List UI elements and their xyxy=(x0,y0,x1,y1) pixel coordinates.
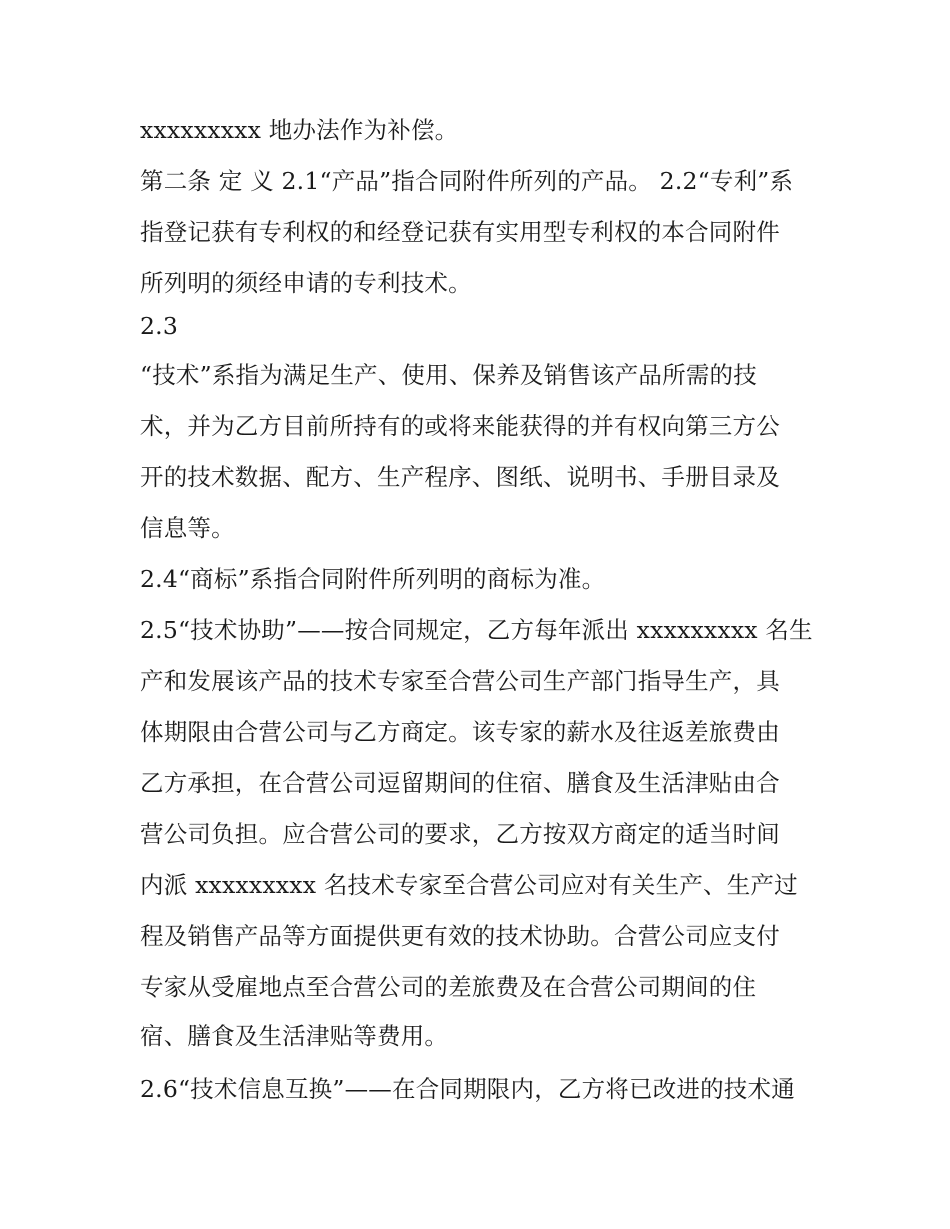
text-line: 2.6“技术信息互换”——在合同期限内，乙方将已改进的技术通 xyxy=(140,1075,795,1103)
text-line: 产和发展该产品的技术专家至合营公司生产部门指导生产，具 xyxy=(140,667,780,695)
text-line: 程及销售产品等方面提供更有效的技术协助。合营公司应支付 xyxy=(140,922,780,950)
text-line: 开的技术数据、配方、生产程序、图纸、说明书、手册目录及 xyxy=(140,463,780,491)
text-line: 内派 xxxxxxxxx 名技术专家至合营公司应对有关生产、生产过 xyxy=(140,871,798,899)
text-line: 2.3 xyxy=(140,312,178,340)
text-line: 2.4“商标”系指合同附件所列明的商标为准。 xyxy=(140,565,606,593)
text-line: 信息等。 xyxy=(140,514,235,542)
text-line: 指登记获有专利权的和经登记获有实用型专利权的本合同附件 xyxy=(140,218,780,246)
text-line: “技术”系指为满足生产、使用、保养及销售该产品所需的技 xyxy=(140,361,757,389)
text-line: 专家从受雇地点至合营公司的差旅费及在合营公司期间的住 xyxy=(140,973,757,1001)
text-line: 乙方承担，在合营公司逗留期间的住宿、膳食及生活津贴由合 xyxy=(140,769,780,797)
text-line: 宿、膳食及生活津贴等费用。 xyxy=(140,1022,449,1050)
text-line: 第二条 定 义 2.1“产品”指合同附件所列的产品。 2.2“专利”系 xyxy=(140,167,794,195)
text-line: 2.5“技术协助”——按合同规定，乙方每年派出 xxxxxxxxx 名生 xyxy=(140,616,813,644)
text-line: xxxxxxxxx 地办法作为补偿。 xyxy=(140,116,459,144)
text-line: 体期限由合营公司与乙方商定。该专家的薪水及往返差旅费由 xyxy=(140,718,780,746)
text-line: 所列明的须经申请的专利技术。 xyxy=(140,269,472,297)
text-line: 术，并为乙方目前所持有的或将来能获得的并有权向第三方公 xyxy=(140,412,780,440)
text-line: 营公司负担。应合营公司的要求，乙方按双方商定的适当时间 xyxy=(140,820,780,848)
